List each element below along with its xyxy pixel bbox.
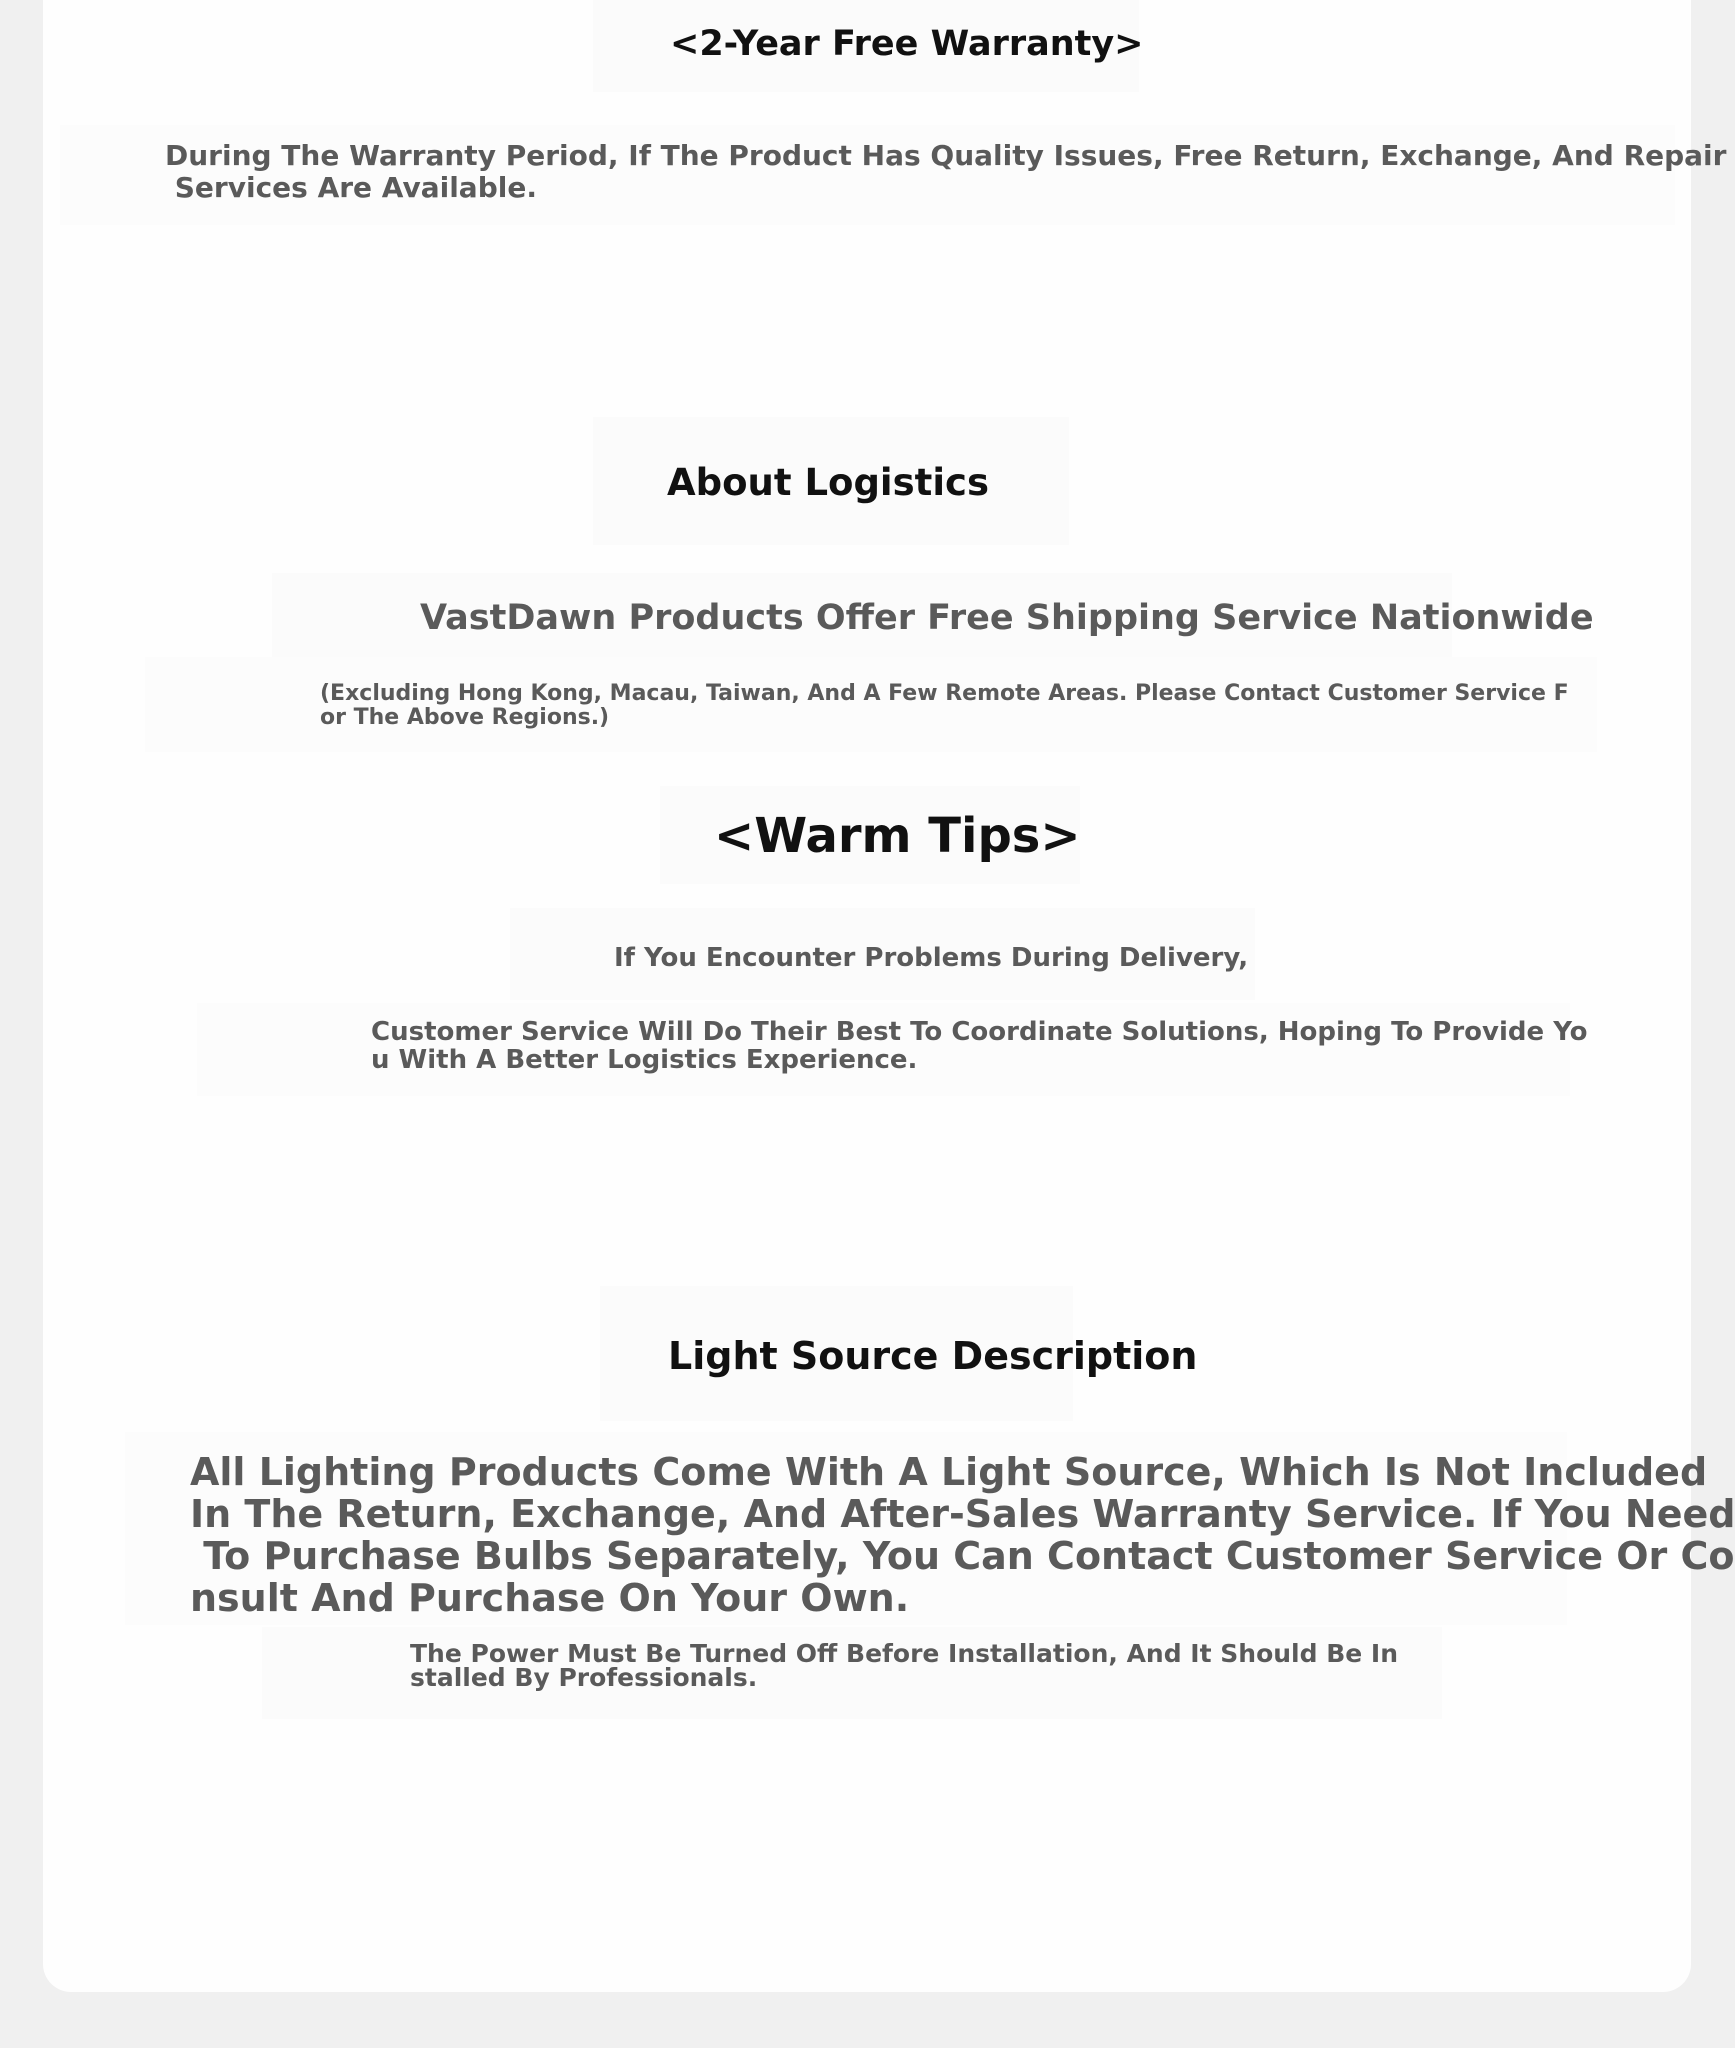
light-source-body-line-1: All Lighting Products Come With A Light Source, Which Is Not Included (190, 1450, 1708, 1494)
logistics-subtitle: VastDawn Products Offer Free Shipping Service Nationwide (420, 598, 1594, 638)
warm-tips-line-2b: u With A Better Logistics Experience. (371, 1045, 918, 1075)
logistics-title: About Logistics (667, 461, 989, 504)
light-source-body-line-2: In The Return, Exchange, And After-Sales Warranty Service. If You Need (190, 1492, 1735, 1536)
warm-tips-line-1: If You Encounter Problems During Delivery, (614, 943, 1249, 973)
warranty-title: <2-Year Free Warranty> (670, 24, 1144, 64)
warranty-body-line-1: During The Warranty Period, If The Product Has Quality Issues, Free Return, Exchange, And Repair (165, 139, 1727, 172)
light-source-title: Light Source Description (668, 1334, 1198, 1378)
logistics-note-line-2: or The Above Regions.) (320, 705, 610, 730)
warm-tips-title: <Warm Tips> (714, 808, 1081, 864)
light-source-note-line-2: stalled By Professionals. (410, 1663, 758, 1692)
warm-tips-line-2a: Customer Service Will Do Their Best To Coordinate Solutions, Hoping To Provide Yo (371, 1017, 1588, 1047)
light-source-note-line-1: The Power Must Be Turned Off Before Installation, And It Should Be In (410, 1639, 1399, 1668)
light-source-body-line-3: To Purchase Bulbs Separately, You Can Contact Customer Service Or Co (190, 1534, 1735, 1578)
light-source-body-line-4: nsult And Purchase On Your Own. (190, 1576, 910, 1620)
logistics-note-line-1: (Excluding Hong Kong, Macau, Taiwan, And A Few Remote Areas. Please Contact Customer Service F (320, 681, 1569, 706)
warranty-body-line-2: Services Are Available. (165, 171, 537, 204)
